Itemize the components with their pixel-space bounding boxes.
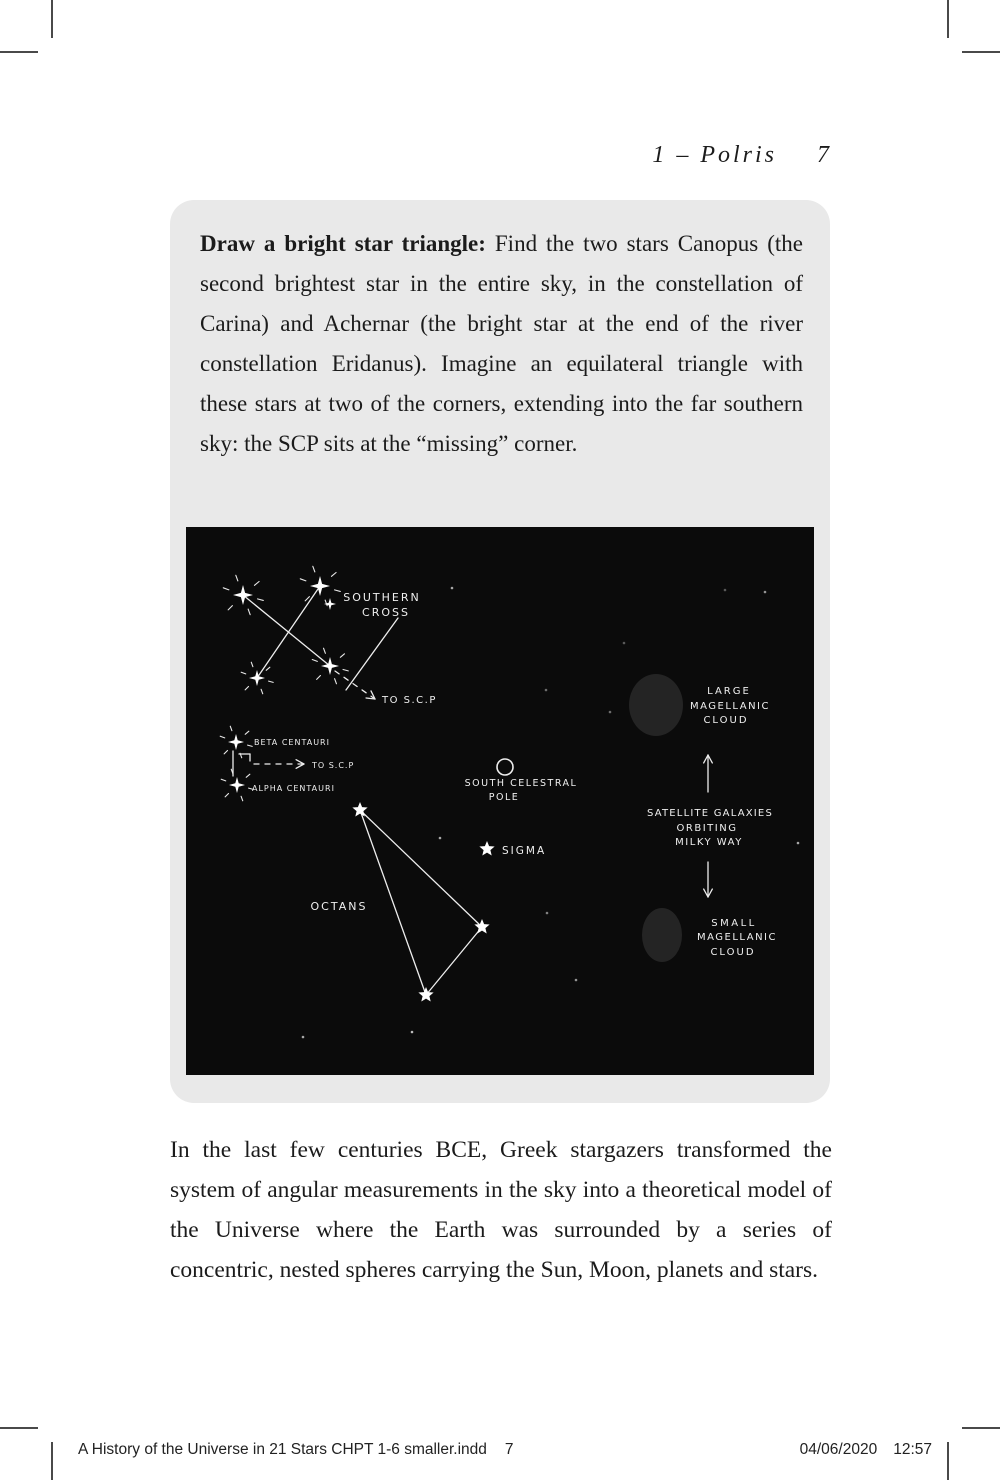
svg-text:OCTANS: OCTANS — [310, 900, 368, 913]
tip-box — [170, 200, 830, 1103]
svg-text:CLOUD: CLOUD — [710, 947, 756, 958]
star-chart — [186, 527, 814, 1075]
svg-text:MILKY WAY: MILKY WAY — [675, 837, 743, 848]
svg-text:SOUTHERN: SOUTHERN — [343, 591, 421, 604]
crop-mark — [962, 51, 1000, 53]
svg-text:BETA CENTAURI: BETA CENTAURI — [254, 738, 330, 747]
svg-text:LARGE: LARGE — [707, 686, 751, 697]
footer-right — [800, 1441, 932, 1459]
body-paragraph: In the last few centuries BCE, Greek stargazers transformed the system of angular measurements in the sky into a theoretical model of the Universe where the Earth was surrounded by a series of concentric, nested spheres carrying the Sun, Moon, planets and stars. — [170, 1137, 832, 1283]
crop-mark — [0, 1427, 38, 1429]
footer-filename: A History of the Universe in 21 Stars CHPT 1-6 smaller.indd — [78, 1441, 487, 1458]
tip-text — [170, 200, 830, 464]
running-head: 1 – Polris — [652, 142, 777, 168]
crop-mark — [947, 0, 949, 38]
svg-text:TO S.C.P: TO S.C.P — [312, 761, 355, 770]
svg-text:MAGELLANIC: MAGELLANIC — [690, 701, 770, 712]
svg-text:CLOUD: CLOUD — [703, 715, 749, 726]
svg-text:TO S.C.P: TO S.C.P — [382, 695, 437, 706]
page-number: 7 — [817, 142, 830, 168]
crop-mark — [0, 51, 38, 53]
svg-text:SMALL: SMALL — [711, 918, 757, 929]
svg-text:ORBITING: ORBITING — [676, 823, 738, 834]
footer-date: 04/06/2020 — [799, 1441, 878, 1458]
tip-body: Find the two stars Canopus (the second brightest star in the entire sky, in the constellation of Carina) and Achernar (the bright star at the end of the river constellation Eridanus). Imagine an equilateral triangle with these stars at two of the corners, extending into the far southern sky: the SCP sits at the “missing” corner. — [200, 231, 803, 456]
crop-mark — [51, 0, 53, 38]
svg-text:MAGELLANIC: MAGELLANIC — [697, 932, 777, 943]
page-footer — [0, 1441, 1000, 1465]
svg-text:SOUTH CELESTRAL: SOUTH CELESTRAL — [464, 778, 578, 789]
svg-text:CROSS: CROSS — [362, 606, 410, 619]
svg-text:ALPHA CENTAURI: ALPHA CENTAURI — [252, 784, 335, 793]
footer-page-number: 7 — [504, 1441, 514, 1458]
tip-lead-in: Draw a bright star triangle: — [200, 231, 486, 256]
page-header — [0, 142, 830, 169]
crop-mark — [962, 1427, 1000, 1429]
footer-time: 12:57 — [893, 1441, 932, 1458]
svg-text:SATELLITE GALAXIES: SATELLITE GALAXIES — [646, 808, 774, 819]
svg-text:SIGMA: SIGMA — [502, 845, 547, 857]
footer-left — [78, 1441, 514, 1459]
svg-text:POLE: POLE — [488, 792, 520, 803]
star-chart-svg — [186, 527, 814, 1075]
